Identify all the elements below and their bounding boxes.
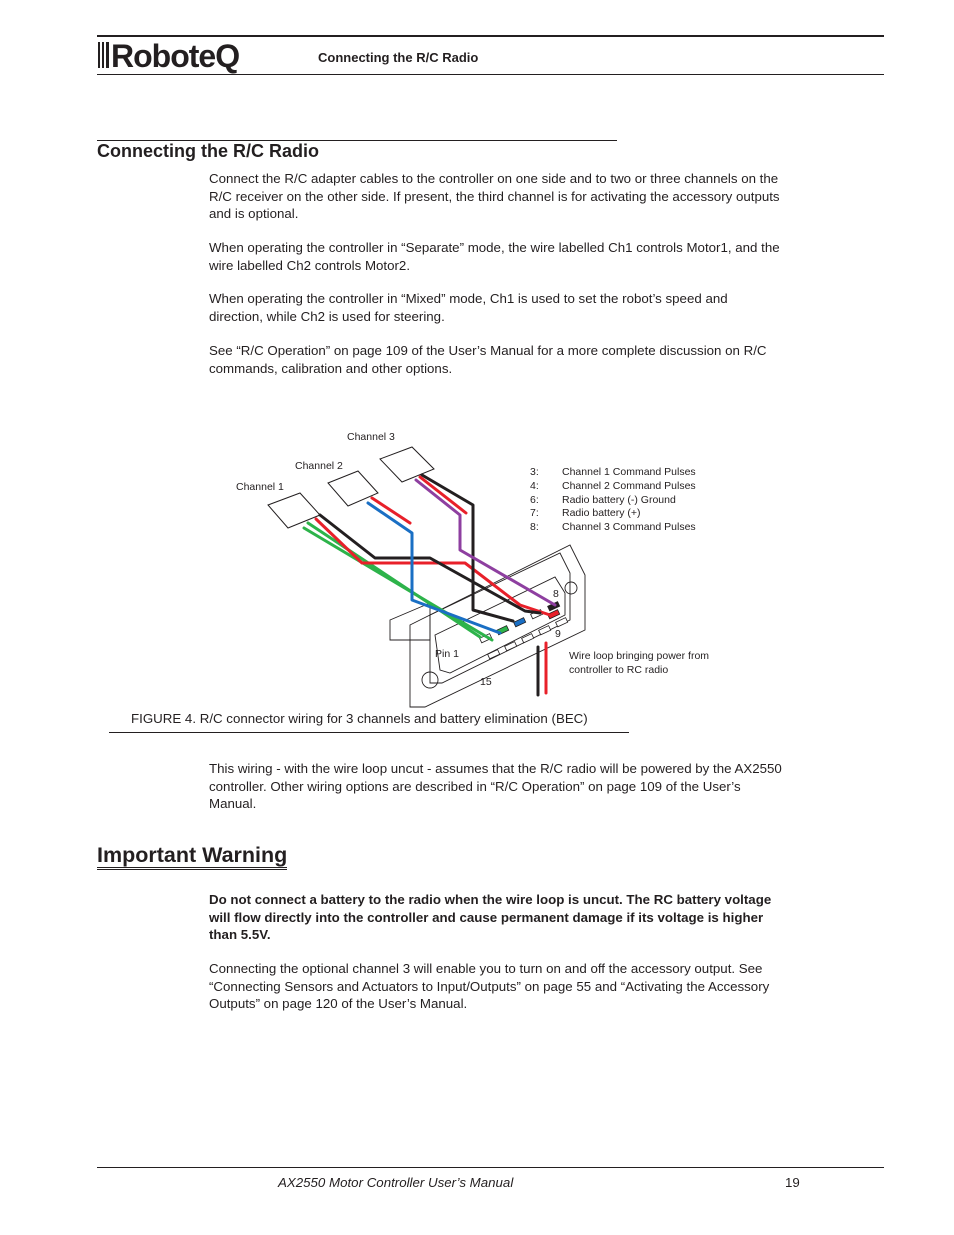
pin-legend — [530, 466, 696, 533]
wire-red-ch1 — [316, 519, 550, 615]
wire-loop-note-line1: Wire loop bringing power from — [569, 650, 710, 662]
legend-pin: 8: — [530, 521, 539, 533]
caption-rule — [109, 732, 629, 733]
legend-pin: 7: — [530, 507, 539, 519]
pin-9-label: 9 — [555, 628, 561, 640]
svg-text:RoboteQ: RoboteQ — [111, 38, 240, 74]
legend-desc: Radio battery (+) — [562, 507, 641, 519]
rc-connector-wiring-figure — [230, 425, 740, 715]
warning-paragraph: Connecting the optional channel 3 will enable you to turn on and off the accessory output. See “Connecting Sensors and Actuators to Input/Outputs” on page 55 and “Activating the Accessory Outputs” on page 120 of the User’s Manual. — [209, 961, 770, 1011]
pin-1-label: Pin 1 — [435, 648, 459, 660]
roboteq-logo — [97, 34, 277, 74]
footer-title: AX2550 Motor Controller User’s Manual — [278, 1175, 514, 1190]
legend-desc: Channel 3 Command Pulses — [562, 521, 696, 533]
pin-8-label: 8 — [553, 588, 559, 600]
section-heading: Connecting the R/C Radio — [97, 141, 319, 161]
paragraph-4: See “R/C Operation” on page 109 of the User’s Manual for a more complete discussion on R/C commands, calibration and other options. — [209, 343, 767, 376]
wire-green-2 — [304, 528, 492, 640]
pin-15-label: 15 — [480, 676, 492, 688]
header-bottom-rule — [97, 74, 884, 75]
figure-caption: FIGURE 4. R/C connector wiring for 3 channels and battery elimination (BEC) — [131, 711, 588, 726]
footer-rule — [97, 1167, 884, 1168]
warning-heading: Important Warning — [97, 843, 287, 870]
paragraph-2: When operating the controller in “Separate” mode, the wire labelled Ch1 controls Motor1, and the wire labelled Ch2 controls Motor2. — [209, 240, 780, 273]
legend-desc: Channel 1 Command Pulses — [562, 466, 696, 478]
warning-bold-text: Do not connect a battery to the radio when the wire loop is uncut. The RC battery voltage will flow directly into the controller and cause permanent damage if its voltage is higher than 5.5V. — [209, 892, 772, 942]
header-section-title: Connecting the R/C Radio — [318, 50, 479, 65]
legend-desc: Radio battery (-) Ground — [562, 494, 676, 506]
legend-pin: 6: — [530, 494, 539, 506]
wire-loop-note-line2: controller to RC radio — [569, 664, 669, 676]
wire-red-ch3 — [420, 477, 466, 513]
paragraph-1: Connect the R/C adapter cables to the controller on one side and to two or three channels on the R/C receiver on the other side. If present, the third channel is for activating the accessory outputs and is optional. — [209, 171, 780, 221]
channel-3-label: Channel 3 — [347, 431, 395, 443]
after-figure-paragraph: This wiring - with the wire loop uncut - assumes that the R/C radio will be powered by the AX2550 controller. Other wiring options are described in “R/C Operation” on page 109 of the User’s Manual. — [209, 761, 782, 811]
legend-pin: 3: — [530, 466, 539, 478]
channel-2-label: Channel 2 — [295, 460, 343, 472]
page-number: 19 — [785, 1175, 800, 1190]
channel-1-label: Channel 1 — [236, 481, 284, 493]
legend-pin: 4: — [530, 480, 539, 492]
channel-plugs — [268, 447, 434, 528]
legend-desc: Channel 2 Command Pulses — [562, 480, 696, 492]
paragraph-3: When operating the controller in “Mixed” mode, Ch1 is used to set the robot’s speed and direction, while Ch2 is used for steering. — [209, 291, 728, 324]
